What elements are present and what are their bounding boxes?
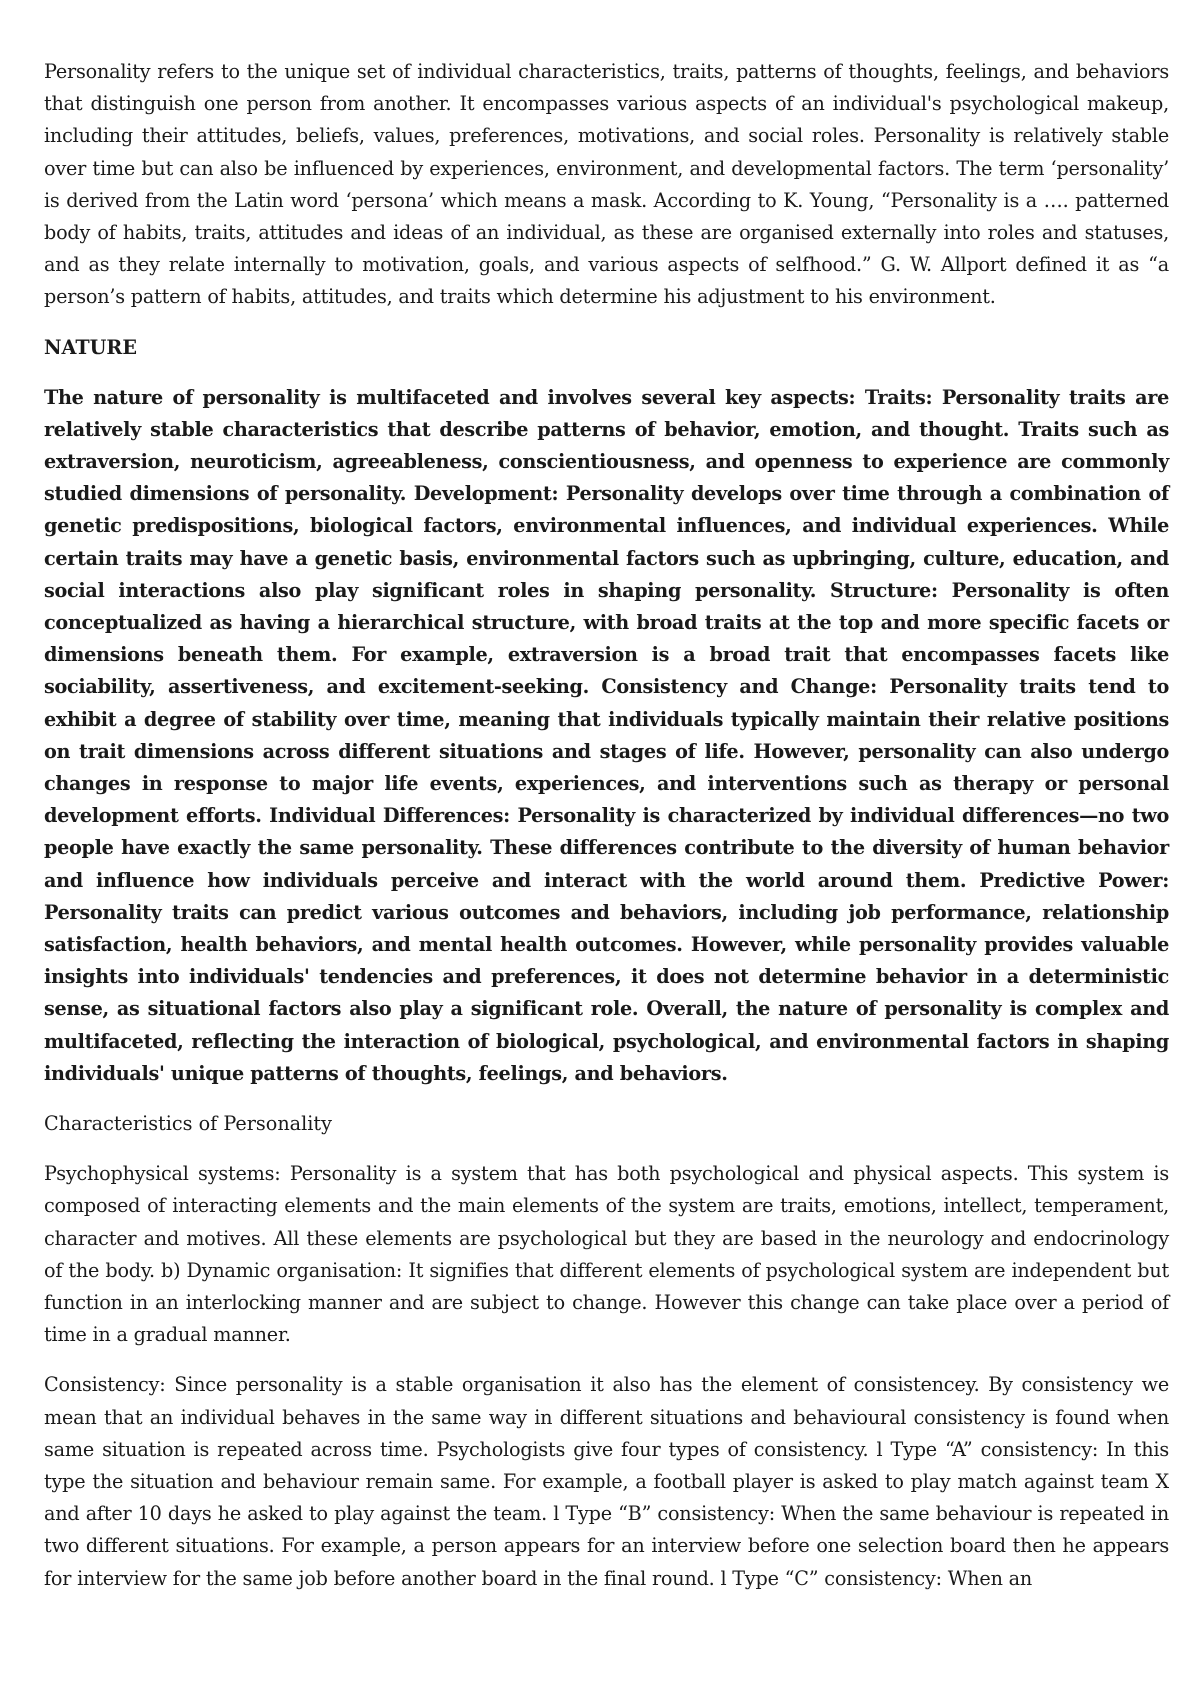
document-page (44, 56, 1169, 1609)
consistency-paragraph: Consistency: Since personality is a stable organisation it also has the element of consistencey. By consistency we mean that an individual behaves in the same way in different situations and behavioural consistency is found when same situation is repeated across time. Psychologists give four types of consistency. l Type “A” consistency: In this type the situation and behaviour remain same. For example, a football player is asked to play match against team X and after 10 days he asked to play against the team. l Type “B” consistency: When the same behaviour is repeated in two different situations. For example, a person appears for an interview before one selection board then he appears for interview for the same job before another board in the final round. l Type “C” consistency: When an (44, 1373, 1169, 1590)
nature-heading: NATURE (44, 335, 137, 359)
characteristics-heading: Characteristics of Personality (44, 1112, 332, 1136)
nature-paragraph: The nature of personality is multifaceted and involves several key aspects: Traits: Personality traits are relatively stable characteristics that describe patterns of behavior, emotion, and thought. Traits such as extraversion, neuroticism, agreeableness, conscientiousness, and openness to experience are commonly studied dimensions of personality. Development: Personality develops over time through a combination of genetic predispositions, biological factors, environmental influences, and individual experiences. While certain traits may have a genetic basis, environmental factors such as upbringing, culture, education, and social interactions also play significant roles in shaping personality. Structure: Personality is often conceptualized as having a hierarchical structure, with broad traits at the top and more specific facets or dimensions beneath them. For example, extraversion is a broad trait that encompasses facets like sociability, assertiveness, and excitement-seeking. Consistency and Change: Personality traits tend to exhibit a degree of stability over time, meaning that individuals typically maintain their relative positions on trait dimensions across different situations and stages of life. However, personality can also undergo changes in response to major life events, experiences, and interventions such as therapy or personal development efforts. Individual Differences: Personality is characterized by individual differences—no two people have exactly the same personality. These differences contribute to the diversity of human behavior and influence how individuals perceive and interact with the world around them. Predictive Power: Personality traits can predict various outcomes and behaviors, including job performance, relationship satisfaction, health behaviors, and mental health outcomes. However, while personality provides valuable insights into individuals' tendencies and preferences, it does not determine behavior in a deterministic sense, as situational factors also play a significant role. Overall, the nature of personality is complex and multifaceted, reflecting the interaction of biological, psychological, and environmental factors in shaping individuals' unique patterns of thoughts, feelings, and behaviors. (44, 385, 1169, 1085)
psychophysical-paragraph: Psychophysical systems: Personality is a system that has both psychological and physical aspects. This system is composed of interacting elements and the main elements of the system are traits, emotions, intellect, temperament, character and motives. All these elements are psychological but they are based in the neurology and endocrinology of the body. b) Dynamic organisation: It signifies that different elements of psychological system are independent but function in an interlocking manner and are subject to change. However this change can take place over a period of time in a gradual manner. (44, 1162, 1169, 1347)
intro-paragraph: Personality refers to the unique set of individual characteristics, traits, patterns of thoughts, feelings, and behaviors that distinguish one person from another. It encompasses various aspects of an individual's psychological makeup, including their attitudes, beliefs, values, preferences, motivations, and social roles. Personality is relatively stable over time but can also be influenced by experiences, environment, and developmental factors. The term ‘personality’ is derived from the Latin word ‘persona’ which means a mask. According to K. Young, “Personality is a …. patterned body of habits, traits, attitudes and ideas of an individual, as these are organised externally into roles and statuses, and as they relate internally to motivation, goals, and various aspects of selfhood.” G. W. Allport defined it as “a person’s pattern of habits, attitudes, and traits which determine his adjustment to his environment. (44, 60, 1169, 309)
